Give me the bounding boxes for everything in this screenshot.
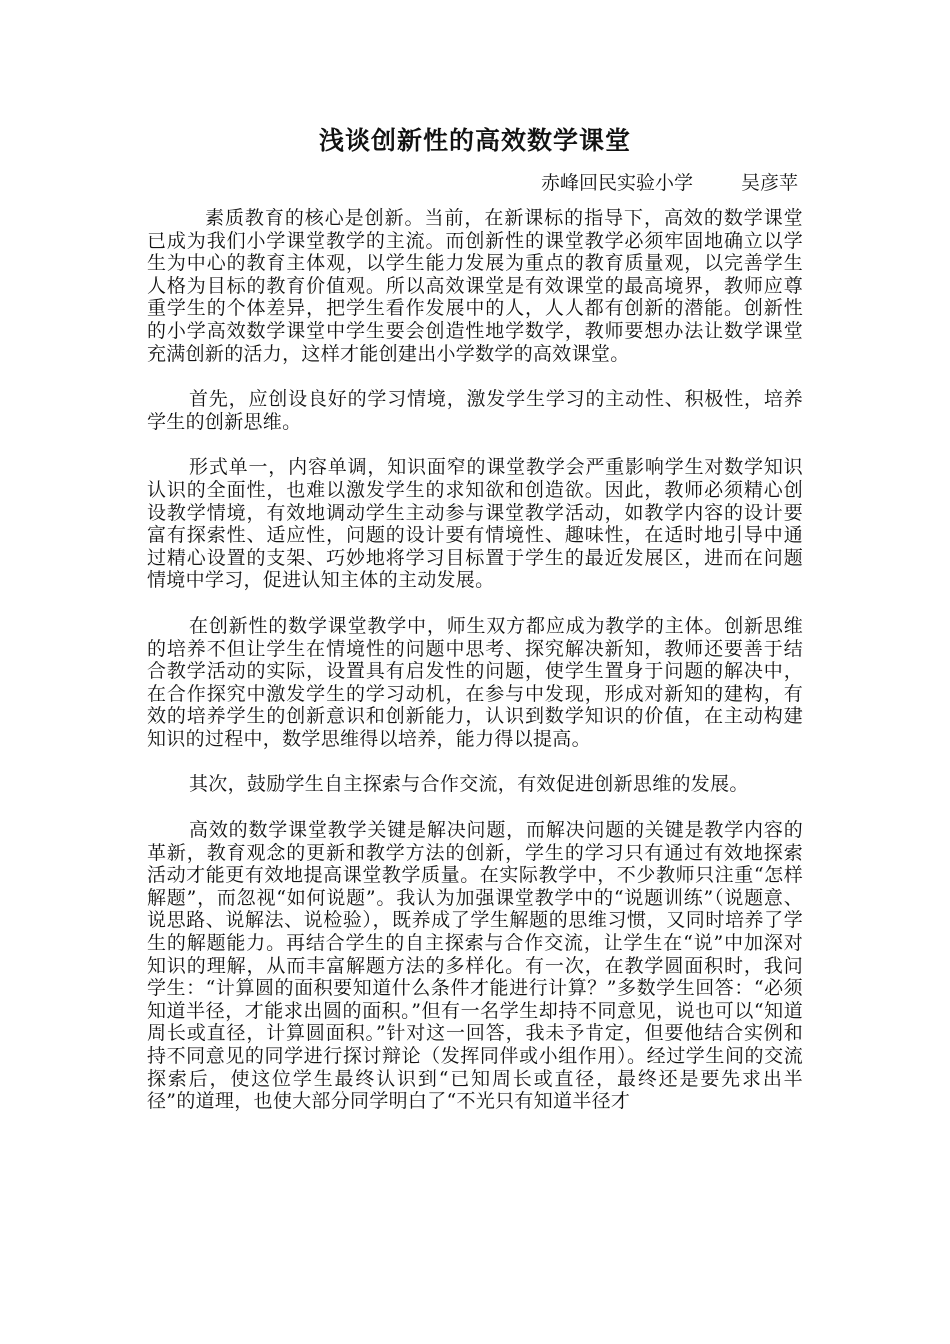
paragraph: 在创新性的数学课堂教学中，师生双方都应成为教学的主体。创新思维的培养不但让学生在情境性的问题中思考、探究解决新知，教师还要善于结合教学活动的实际，设置具有启发性的问题，使学生置身于问题的解决中，在合作探究中激发学生的学习动机，在参与中发现，形成对新知的建构，有效的培养学生的创新意识和创新能力，认识到数学知识的价值，在主动构建知识的过程中，数学思维得以培养，能力得以提高。: [147, 614, 803, 750]
paragraph-second-point: 其次，鼓励学生自主探索与合作交流，有效促进创新思维的发展。: [189, 773, 749, 796]
school-name: 赤峰回民实验小学: [540, 172, 693, 194]
author-byline: [541, 170, 798, 196]
paragraph: 高效的数学课堂教学关键是解决问题，而解决问题的关键是教学内容的革新，教育观念的更新和教学方法的创新，学生的学习只有通过有效地探索活动才能更有效地提高课堂教学质量。在实际教学中，不少教师只注重“怎样解题”，而忽视“如何说题”。我认为加强课堂教学中的“说题训练”（说题意、说思路、说解法、说检验），既养成了学生解题的思维习惯，又同时培养了学生的解题能力。再结合学生的自主探索与合作交流，让学生在“说”中加深对知识的理解，从而丰富解题方法的多样化。有一次，在教学圆面积时，我问学生：“计算圆的面积要知道什么条件才能进行计算？”多数学生回答：“必须知道半径，才能求出圆的面积。”但有一名学生却持不同意见，说也可以“知道周长或直径，计算圆面积。”针对这一回答，我未予肯定，但要他结合实例和持不同意见的同学进行探讨辩论（发挥同伴或小组作用）。经过学生间的交流探索后，使这位学生最终认识到“已知周长或直径，最终还是要先求出半径”的道理，也使大部分同学明白了“不光只有知道半径才: [147, 819, 803, 1113]
document-body: [147, 207, 803, 1136]
paragraph-intro: 素质教育的核心是创新。当前，在新课标的指导下，高效的数学课堂已成为我们小学课堂教学的主流。而创新性的课堂教学必须牢固地确立以学生为中心的教育主体观，以学生能力发展为重点的教育质量观，以完善学生人格为目标的教育价值观。所以高效课堂是有效课堂的最高境界，教师应尊重学生的个体差异，把学生看作发展中的人，人人都有创新的潜能。创新性的小学高效数学课堂中学生要会创造性地学数学，教师要想办法让数学课堂充满创新的活力，这样才能创建出小学数学的高效课堂。: [147, 207, 803, 365]
author-name: 吴彦苹: [740, 172, 798, 194]
paragraph-first-point: 首先，应创设良好的学习情境，激发学生学习的主动性、积极性，培养学生的创新思维。: [147, 388, 803, 433]
paragraph: 形式单一，内容单调，知识面窄的课堂教学会严重影响学生对数学知识认识的全面性，也难以激发学生的求知欲和创造欲。因此，教师必须精心创设教学情境，有效地调动学生主动参与课堂教学活动，如教学内容的设计要富有探索性、适应性，问题的设计要有情境性、趣味性，在适时地引导中通过精心设置的支架、巧妙地将学习目标置于学生的最近发展区，进而在问题情境中学习，促进认知主体的主动发展。: [147, 456, 803, 592]
document-title: 浅谈创新性的高效数学课堂: [318, 126, 631, 155]
